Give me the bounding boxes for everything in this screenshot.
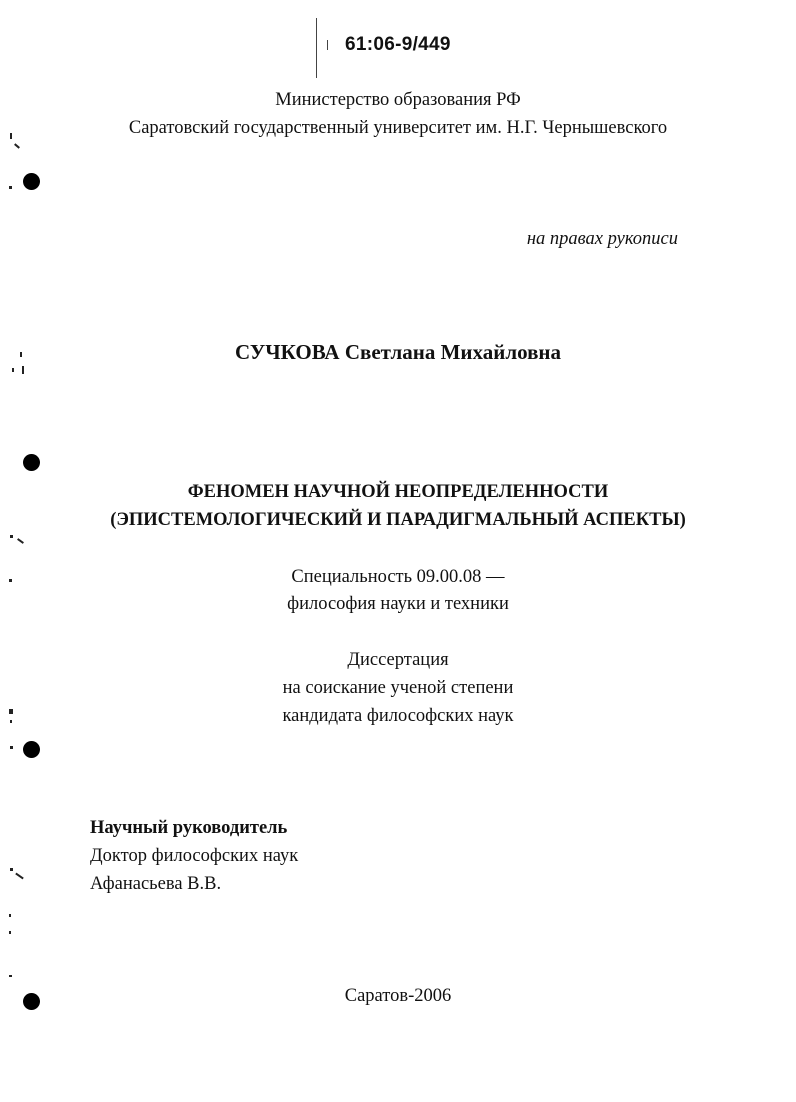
scan-speck bbox=[14, 143, 20, 148]
scan-speck bbox=[17, 538, 24, 544]
ministry-name: Министерство образования РФ bbox=[275, 90, 521, 110]
scan-speck bbox=[10, 720, 12, 723]
punch-hole bbox=[23, 173, 40, 190]
specialty-name: философия науки и техники bbox=[287, 594, 509, 614]
university-name: Саратовский государственный университет им. Н.Г. Чернышевского bbox=[128, 118, 668, 138]
degree-purpose: на соискание ученой степени bbox=[282, 678, 514, 698]
dissertation-label: Диссертация bbox=[347, 650, 449, 670]
scan-speck bbox=[10, 133, 12, 139]
author-name: СУЧКОВА Светлана Михайловна bbox=[234, 340, 562, 364]
scan-speck bbox=[9, 709, 13, 714]
punch-hole bbox=[23, 741, 40, 758]
scan-speck bbox=[9, 914, 11, 917]
scan-speck bbox=[22, 366, 24, 374]
manuscript-note: на правах рукописи bbox=[526, 229, 678, 249]
scan-speck bbox=[10, 746, 13, 749]
scan-speck bbox=[9, 186, 12, 189]
supervisor-name: Афанасьева В.В. bbox=[90, 874, 222, 894]
thesis-title-line2: (ЭПИСТЕМОЛОГИЧЕСКИЙ И ПАРАДИГМАЛЬНЫЙ АСПЕКТЫ) bbox=[110, 510, 686, 530]
scan-mark-line bbox=[327, 40, 328, 50]
degree-name: кандидата философских наук bbox=[282, 706, 514, 726]
punch-hole bbox=[23, 993, 40, 1010]
supervisor-heading: Научный руководитель bbox=[90, 818, 288, 838]
city-year: Саратов-2006 bbox=[344, 986, 452, 1006]
scan-speck bbox=[10, 868, 13, 871]
scan-speck bbox=[20, 352, 22, 357]
scan-speck bbox=[12, 368, 14, 372]
thesis-title-line1: ФЕНОМЕН НАУЧНОЙ НЕОПРЕДЕЛЕННОСТИ bbox=[187, 482, 609, 502]
punch-hole bbox=[23, 454, 40, 471]
scan-speck bbox=[9, 931, 11, 934]
scan-speck bbox=[10, 535, 13, 538]
scan-speck bbox=[15, 873, 24, 880]
specialty-code: Специальность 09.00.08 — bbox=[291, 567, 505, 587]
supervisor-degree: Доктор философских наук bbox=[90, 846, 299, 866]
scan-speck bbox=[9, 579, 12, 582]
scan-mark-line bbox=[316, 18, 317, 78]
archive-code: 61:06-9/449 bbox=[345, 34, 451, 55]
scan-speck bbox=[9, 975, 12, 977]
